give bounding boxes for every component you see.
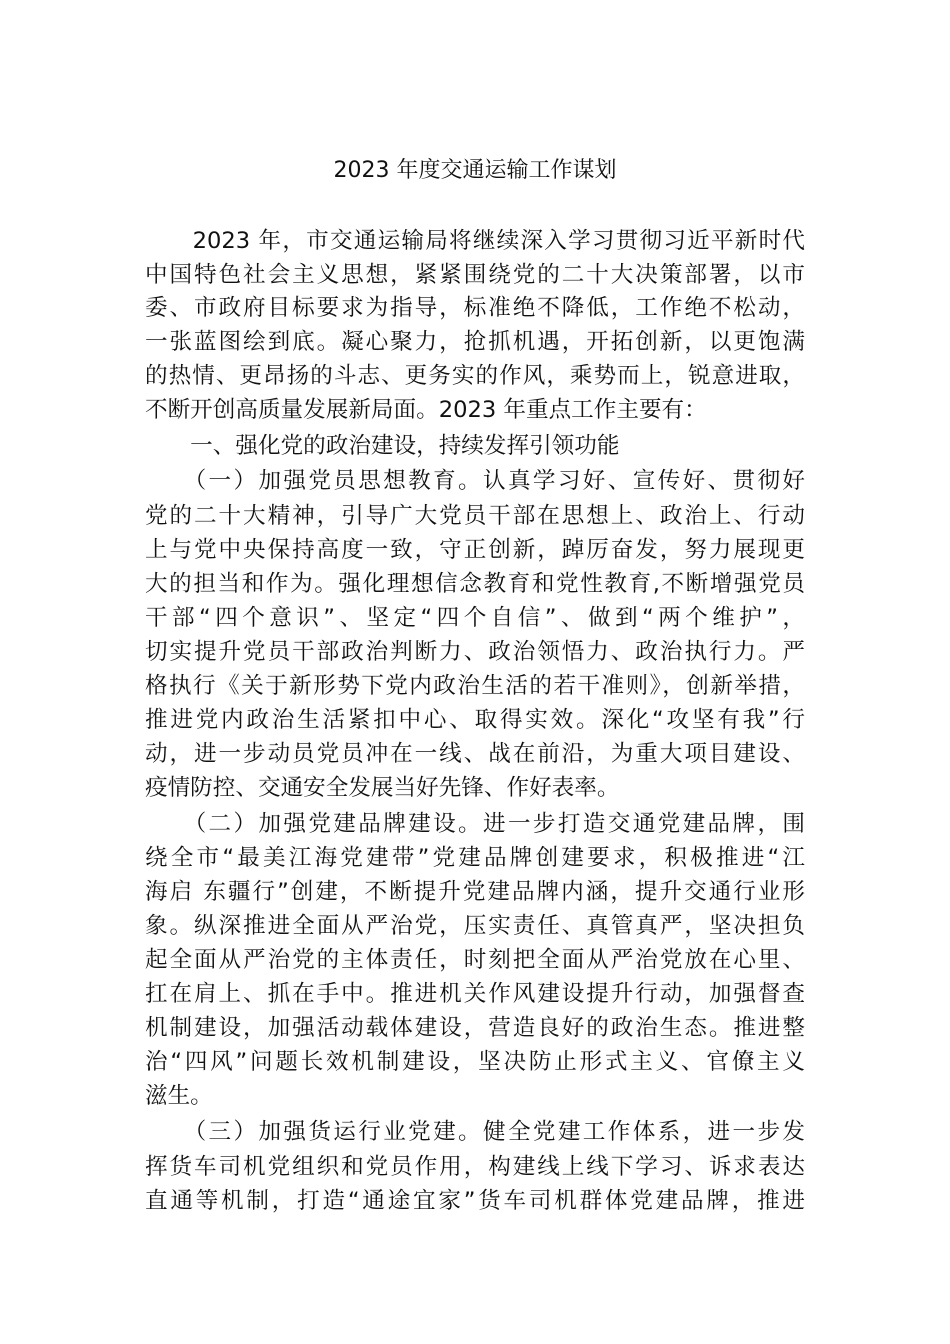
- body-line: 委、市政府目标要求为指导，标准绝不降低，工作绝不松动，: [145, 295, 805, 321]
- body-line: 2023 年，市交通运输局将继续深入学习贯彻习近平新时代: [145, 228, 805, 254]
- body-line: 机制建设，加强活动载体建设，营造良好的政治生态。推进整: [145, 1015, 805, 1041]
- body-line: 大的担当和作为。强化理想信念教育和党性教育,不断增强党员: [145, 571, 805, 597]
- body-line: 起全面从严治党的主体责任，时刻把全面从严治党放在心里、: [145, 947, 805, 973]
- body-line: 海启 东疆行”创建，不断提升党建品牌内涵，提升交通行业形: [145, 879, 805, 905]
- body-line: 绕全市“最美江海党建带”党建品牌创建要求，积极推进“江: [145, 845, 805, 871]
- body-line: （二）加强党建品牌建设。进一步打造交通党建品牌，围: [145, 811, 805, 837]
- body-line: 治“四风”问题长效机制建设，坚决防止形式主义、官僚主义: [145, 1049, 805, 1075]
- body-line: （三）加强货运行业党建。健全党建工作体系，进一步发: [145, 1119, 805, 1145]
- body-line: 扛在肩上、抓在手中。推进机关作风建设提升行动，加强督查: [145, 981, 805, 1007]
- body-line: （一）加强党员思想教育。认真学习好、宣传好、贯彻好: [145, 468, 805, 494]
- document-title: 2023 年度交通运输工作谋划: [333, 158, 617, 183]
- body-line: 党的二十大精神，引导广大党员干部在思想上、政治上、行动: [145, 503, 805, 529]
- body-line: 动，进一步动员党员冲在一线、战在前沿，为重大项目建设、: [145, 741, 805, 767]
- body-line: 推进党内政治生活紧扣中心、取得实效。深化“攻坚有我”行: [145, 707, 805, 733]
- body-line: 不断开创高质量发展新局面。2023 年重点工作主要有：: [145, 397, 707, 423]
- body-line: 干部“四个意识”、坚定“四个自信”、做到“两个维护”，: [145, 605, 805, 631]
- body-line: 象。纵深推进全面从严治党，压实责任、真管真严，坚决担负: [145, 913, 805, 939]
- body-line: 上与党中央保持高度一致，守正创新，踔厉奋发，努力展现更: [145, 537, 805, 563]
- body-line: 挥货车司机党组织和党员作用，构建线上线下学习、诉求表达: [145, 1154, 805, 1180]
- body-line: 的热情、更昂扬的斗志、更务实的作风，乘势而上，锐意进取，: [145, 363, 805, 389]
- body-line: 切实提升党员干部政治判断力、政治领悟力、政治执行力。严: [145, 639, 805, 665]
- body-line: 中国特色社会主义思想，紧紧围绕党的二十大决策部署，以市: [145, 262, 805, 288]
- body-line: 直通等机制，打造“通途宜家”货车司机群体党建品牌，推进: [145, 1188, 805, 1214]
- body-line: 一张蓝图绘到底。凝心聚力，抢抓机遇，开拓创新，以更饱满: [145, 329, 805, 355]
- body-line: 格执行《关于新形势下党内政治生活的若干准则》，创新举措，: [145, 673, 805, 699]
- section-heading: 一、强化党的政治建设，持续发挥引领功能: [145, 433, 620, 459]
- body-line: 疫情防控、交通安全发展当好先锋、作好表率。: [145, 775, 620, 801]
- body-line: 滋生。: [145, 1083, 213, 1109]
